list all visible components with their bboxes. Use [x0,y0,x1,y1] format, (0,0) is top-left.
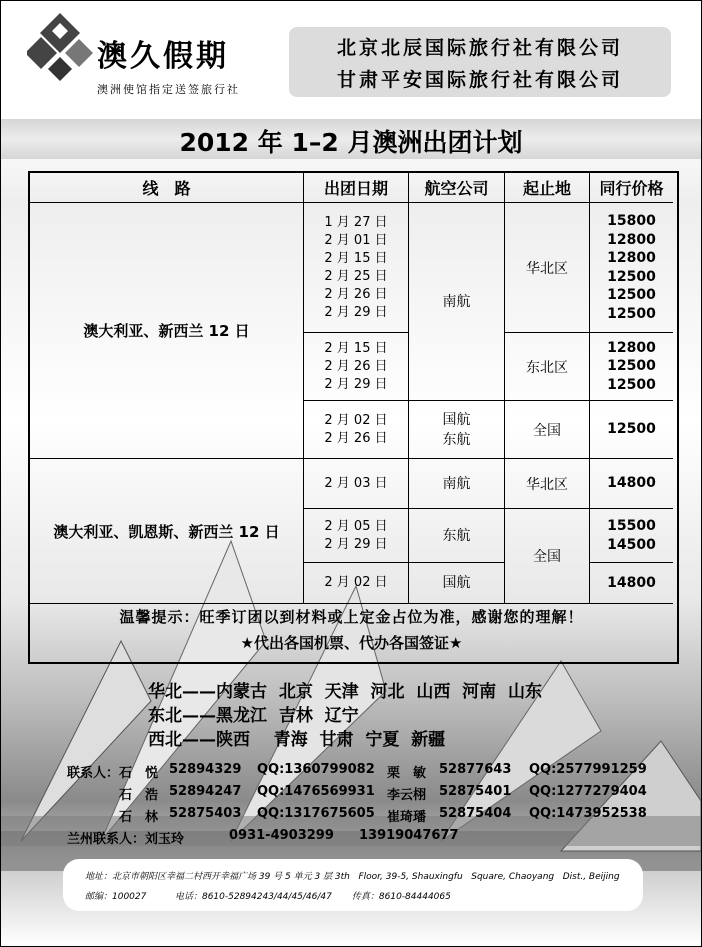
origin-cell: 华北区 [505,203,590,333]
lanzhou-contact-label: 兰州联系人：刘玉玲 [67,832,185,847]
airline-cell: 国航 [409,563,505,604]
services-text: ★代出各国机票、代办各国签证★ [240,634,463,652]
departure-dates: 2 月 15 日 2 月 26 日 2 月 29 日 [304,333,409,401]
departure-dates: 2 月 02 日 2 月 26 日 [304,401,409,459]
origin-cell: 东北区 [505,333,590,401]
departure-dates: 2 月 05 日 2 月 29 日 [304,509,409,563]
departure-dates: 1 月 27 日 2 月 01 日 2 月 15 日 2 月 25 日 2 月 26 日 2 月 29 日 [304,203,409,333]
contact-phone: 52875404 [439,806,512,821]
lanzhou-mobile: 13919047677 [359,828,459,843]
contact-phone: 52877643 [439,762,512,777]
footer-contact: 邮编：100027 电话：8610-52894243/44/45/46/47 传真：8610-84444065 [85,892,451,902]
region-line: 西北——陕西 青海 甘肃 宁夏 新疆 [148,730,446,750]
route-cell: 澳大利亚、凯恩斯、新西兰 12 日 [30,459,304,604]
contact-name: 石 浩 [119,788,159,803]
column-header: 航空公司 [409,173,505,203]
contact-qq: QQ:1473952538 [529,806,647,821]
contact-phone: 52894329 [169,762,242,777]
footer-address: 地址：北京市朝阳区幸福二村西开幸福广场 39 号 5 单元 3 层 3th Floor, 39-5, Shauxingfu Square, Chaoyang Dist., Beijing [85,872,620,882]
contact-name: 栗 敏 [387,766,427,781]
contact-phone: 52875401 [439,784,512,799]
price-cell: 14800 [590,459,673,509]
notice-text: 温馨提示：旺季订团以到材料或上定金占位为准，感谢您的理解！ [119,608,584,626]
lanzhou-phone: 0931-4903299 [229,828,334,843]
contact-qq: QQ:1277279404 [529,784,647,799]
airline-cell: 南航 [409,203,505,401]
contact-name: 李云栩 [387,788,427,803]
price-cell: 15500 14500 [590,509,673,563]
column-header: 线 路 [30,173,304,203]
airline-cell: 东航 [409,509,505,563]
contact-qq: QQ:2577991259 [529,762,647,777]
agency-name: 甘肃平安国际旅行社有限公司 [336,69,623,91]
contact-name: 石 悦 [119,766,159,781]
airline-cell: 南航 [409,459,505,509]
contact-phone: 52875403 [169,806,242,821]
airline-cell: 国航 东航 [409,401,505,459]
region-line: 华北——内蒙古 北京 天津 河北 山西 河南 山东 [148,682,543,702]
contact-phone: 52894247 [169,784,242,799]
diamond-logo-icon [27,11,93,83]
route-cell: 澳大利亚、新西兰 12 日 [30,203,304,459]
page-title: 2012 年 1–2 月澳洲出团计划 [179,128,523,157]
schedule-table [28,171,679,664]
price-cell: 12500 [590,401,673,459]
column-header: 同行价格 [590,173,673,203]
brand-name: 澳久假期 [97,39,229,74]
price-cell: 15800 12800 12800 12500 12500 12500 [590,203,673,333]
column-header: 起止地 [505,173,590,203]
contact-label: 联系人： [67,766,120,781]
departure-dates: 2 月 03 日 [304,459,409,509]
contact-qq: QQ:1317675605 [257,806,375,821]
origin-cell: 华北区 [505,459,590,509]
contact-name: 崔琦璠 [387,810,427,825]
region-line: 东北——黑龙江 吉林 辽宁 [148,706,359,726]
price-cell: 14800 [590,563,673,604]
footer-box [63,859,643,911]
contact-qq: QQ:1476569931 [257,784,375,799]
column-header: 出团日期 [304,173,409,203]
contact-name: 石 林 [119,810,159,825]
brand-subtitle: 澳洲使馆指定送签旅行社 [97,83,240,96]
origin-cell: 全国 [505,401,590,459]
contact-qq: QQ:1360799082 [257,762,375,777]
price-cell: 12800 12500 12500 [590,333,673,401]
departure-dates: 2 月 02 日 [304,563,409,604]
agency-name: 北京北辰国际旅行社有限公司 [336,37,623,59]
origin-cell: 全国 [505,509,590,604]
agency-box [289,27,671,97]
